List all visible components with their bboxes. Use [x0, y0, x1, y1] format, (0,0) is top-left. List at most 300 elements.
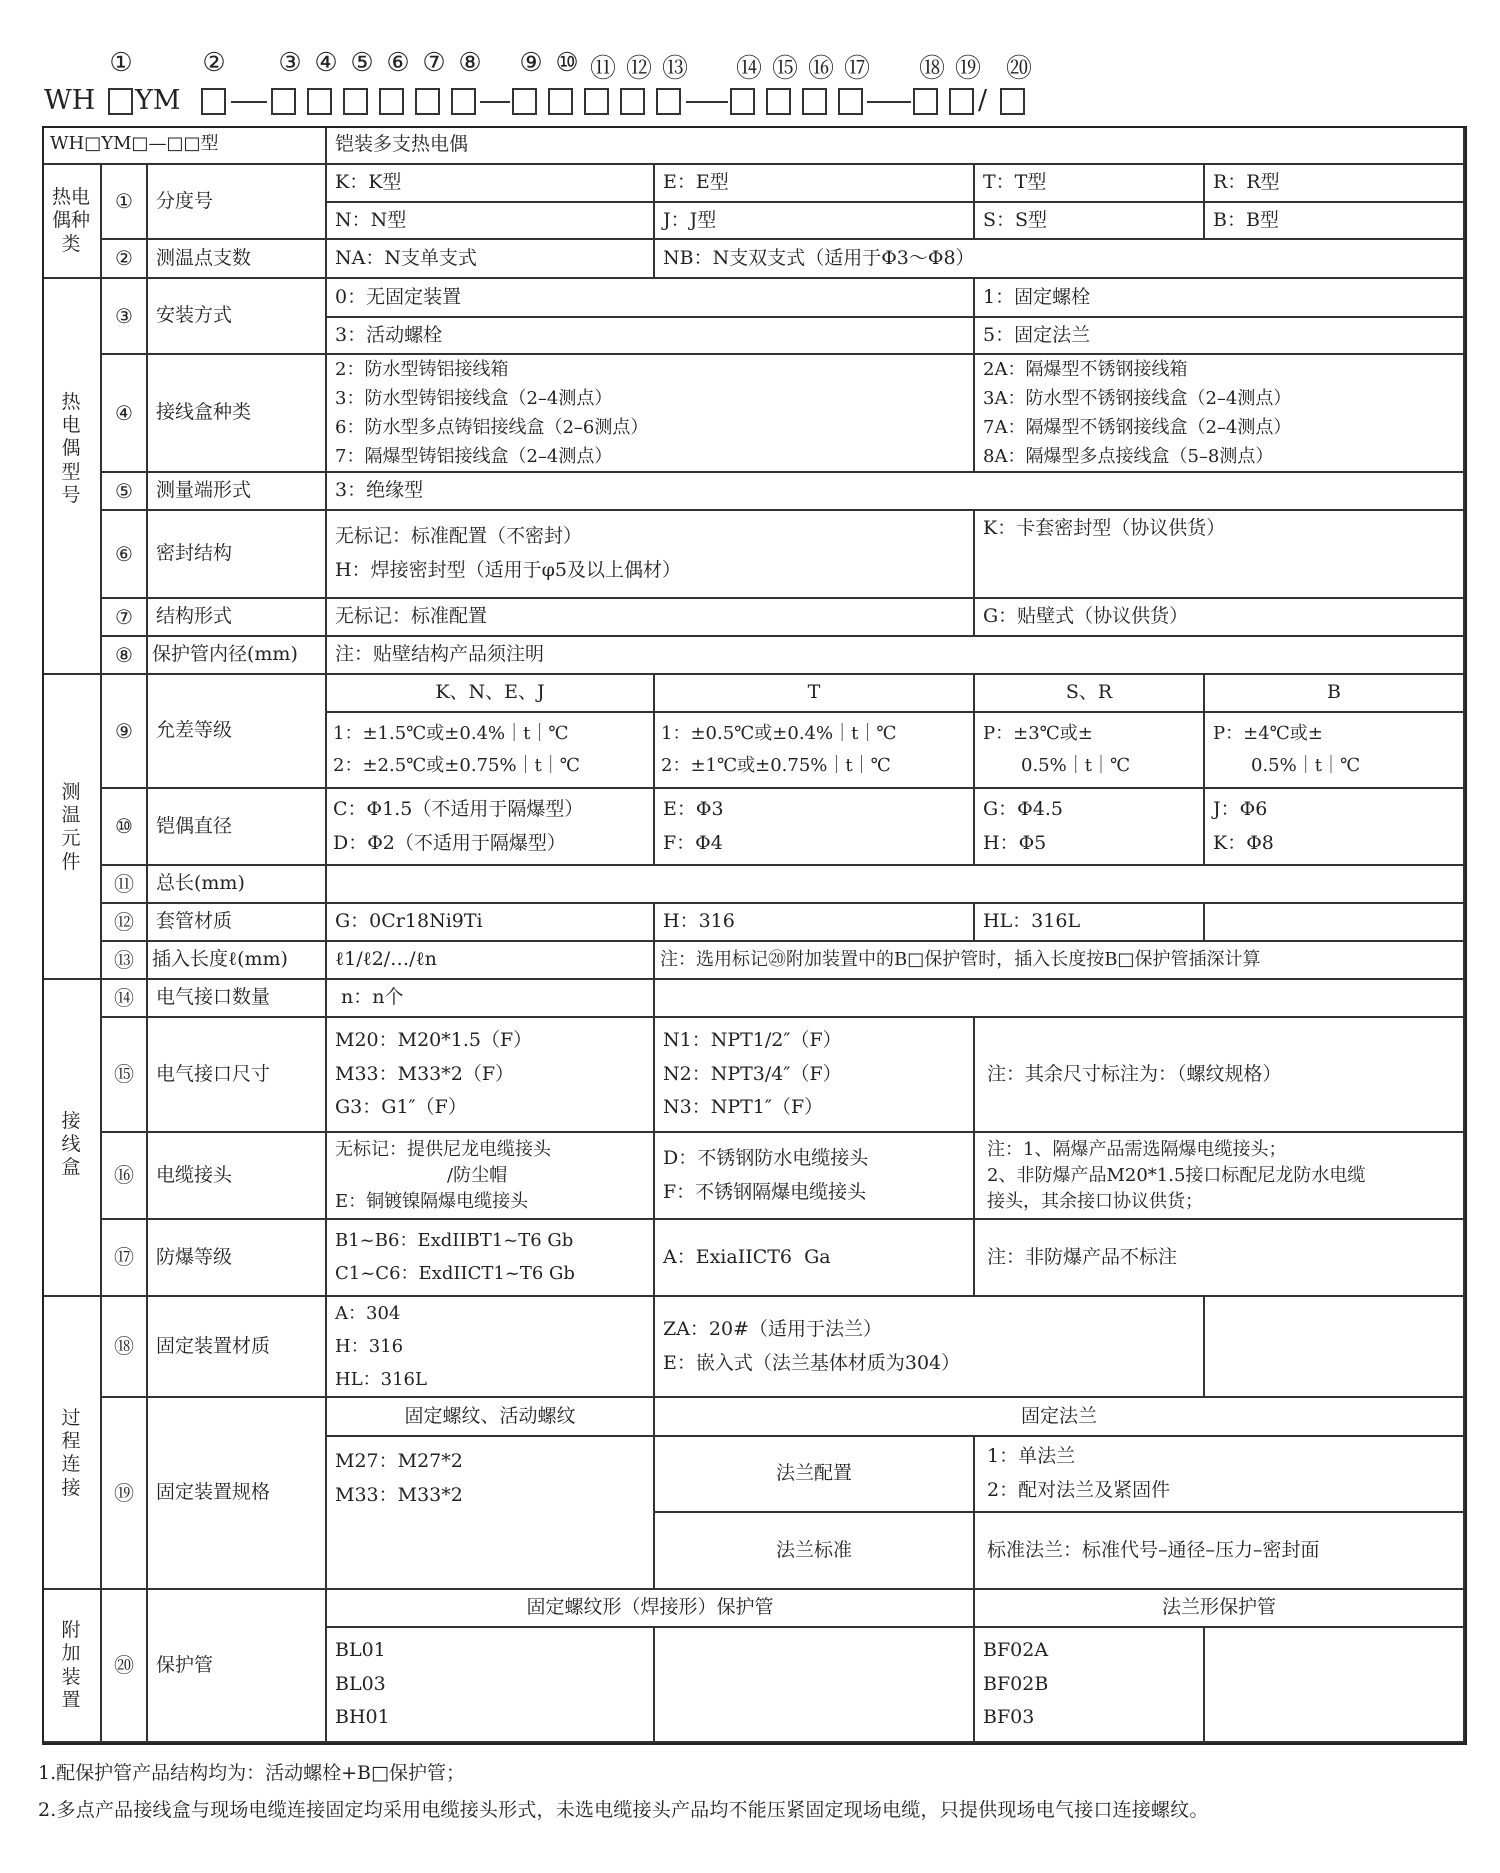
row-label: [148, 1220, 327, 1297]
row-label-text: 固定装置规格: [156, 1481, 271, 1504]
column-head: B: [1327, 681, 1341, 704]
row-num: [102, 1133, 148, 1220]
sheath-g: [327, 904, 655, 942]
model-cell: [42, 126, 327, 165]
graduation-n: [327, 203, 655, 240]
column-head: K、N、E、J: [435, 681, 545, 704]
formula-dash: [231, 101, 267, 103]
column-head: 固定法兰: [1020, 1404, 1097, 1427]
row-num: [102, 599, 148, 637]
tolerance-sr: [975, 713, 1205, 789]
pos-4: ④: [314, 48, 338, 78]
row-num: [102, 866, 148, 904]
circled-number: ⑳: [114, 1653, 134, 1677]
graduation-r: [1205, 165, 1465, 203]
install-5: [975, 318, 1465, 355]
port-size-npt: [655, 1018, 975, 1133]
option-text: N2：NPT3/4″（F）: [663, 1062, 842, 1085]
note-text: 接头，其余接口协议供货；: [987, 1190, 1203, 1212]
row-label: [148, 942, 327, 980]
circled-number: ⑰: [114, 1245, 134, 1269]
model-code: WH□YM□—□□型: [50, 133, 219, 155]
group-sensing-element: [42, 675, 102, 980]
note-text: 注：非防爆产品不标注: [987, 1245, 1178, 1268]
diameter-jk: [1205, 789, 1465, 866]
cable-gland-note: [975, 1133, 1465, 1220]
circled-number: ②: [115, 246, 133, 270]
row-num: [102, 904, 148, 942]
group-thermocouple-type: [42, 165, 102, 279]
install-1: [975, 279, 1465, 318]
option-text: H：316: [663, 910, 735, 933]
seal-right: [975, 511, 1465, 599]
note-text: 注：其余尺寸标注为：（螺纹规格）: [987, 1062, 1282, 1085]
row-label-text: 套管材质: [156, 910, 233, 933]
formula-box-8: [451, 88, 476, 115]
tube-inner-diameter-note: [327, 637, 1465, 675]
option-text: M20：M20*1.5（F）: [335, 1028, 533, 1051]
row-num: [102, 473, 148, 511]
formula-box-11: [584, 88, 609, 115]
row-label: [148, 511, 327, 599]
fixture-material-empty: [1205, 1297, 1465, 1398]
option-text: 无标记：标准配置（不密封）: [335, 525, 583, 548]
tolerance-head-sr: [975, 675, 1205, 713]
circled-number: ⑨: [115, 718, 133, 743]
column-head: 固定螺纹、活动螺纹: [404, 1404, 576, 1427]
pos-2: ②: [202, 48, 226, 78]
sub-label: 法兰配置: [775, 1462, 852, 1485]
graduation-j: [655, 203, 975, 240]
port-count: [327, 980, 655, 1018]
option-text: 2：防水型铸铝接线箱: [335, 359, 509, 380]
formula-prefix: WH: [44, 85, 96, 116]
formula-box-3: [271, 88, 296, 115]
row-label: [148, 599, 327, 637]
option-text: 1：±0.5℃或±0.4%｜t｜℃: [661, 722, 897, 744]
circled-number: ⑧: [115, 642, 133, 667]
port-size-note: [975, 1018, 1465, 1133]
formula-box-13: [656, 88, 681, 115]
row-num: [102, 279, 148, 355]
column-head: 固定螺纹形（焊接形）保护管: [526, 1596, 774, 1619]
option-text: HL：316L: [335, 1369, 427, 1390]
formula-middle: YM: [135, 85, 181, 116]
option-text: 6：防水型多点铸铝接线盒（2–6测点）: [335, 417, 649, 438]
option-text: 7：隔爆型铸铝接线盒（2–4测点）: [335, 446, 613, 467]
note-text: 注：1、隔爆产品需选隔爆电缆接头；: [987, 1138, 1287, 1160]
pos-8: ⑧: [458, 48, 482, 78]
tolerance-knej: [327, 713, 655, 789]
diameter-ef: [655, 789, 975, 866]
tolerance-head-knej: [327, 675, 655, 713]
row-label: [148, 165, 327, 240]
option-text: 0.5%｜t｜℃: [1251, 755, 1361, 776]
option-text: A：304: [335, 1303, 401, 1324]
group-thermocouple-model: [42, 279, 102, 675]
option-text: D：不锈钢防水电缆接头: [663, 1146, 869, 1169]
seal-left: [327, 511, 975, 599]
row-label-text: 插入长度ℓ(mm): [152, 948, 288, 971]
circled-number: ①: [115, 189, 133, 213]
row-num: [102, 240, 148, 279]
cable-gland-nylon: [327, 1133, 655, 1220]
total-length-value: [327, 866, 1465, 904]
row-num: [102, 1398, 148, 1590]
row-label: [148, 866, 327, 904]
note-text: 注：选用标记⑳附加装置中的B□保护管时，插入长度按B□保护管插深计算: [660, 948, 1261, 970]
option-text: G3：G1″（F）: [335, 1096, 467, 1119]
row-label-text: 密封结构: [156, 542, 233, 565]
row-label: [148, 1590, 327, 1743]
row-label-text: 结构形式: [156, 605, 233, 628]
row-num: [102, 1018, 148, 1133]
option-text: K：K型: [335, 171, 402, 194]
install-0: [327, 279, 975, 318]
row-num: [102, 675, 148, 789]
formula-box-2: [201, 88, 226, 115]
option-text: 3：绝缘型: [335, 479, 424, 502]
option-text: 2：±1℃或±0.75%｜t｜℃: [661, 755, 891, 776]
row-label-text: 保护管: [156, 1653, 214, 1676]
row-num: [102, 789, 148, 866]
diameter-cd: [327, 789, 655, 866]
option-text: T：T型: [983, 171, 1047, 194]
fixture-material-steel: [327, 1297, 655, 1398]
formula-dash: [867, 101, 911, 103]
option-text: 无标记：提供尼龙电缆接头: [335, 1138, 551, 1160]
column-head: 法兰形保护管: [1161, 1596, 1276, 1619]
box-type-right: [975, 355, 1465, 473]
option-text: P：±4℃或±: [1213, 722, 1323, 744]
note-text: 2、非防爆产品M20*1.5接口标配尼龙防水电缆: [987, 1164, 1366, 1186]
tolerance-t: [655, 713, 975, 789]
group-label: 测温元件: [61, 781, 81, 873]
circled-number: ⑤: [115, 478, 133, 503]
formula-slash: /: [978, 85, 988, 116]
circled-number: ⑭: [114, 985, 134, 1010]
option-text: 3A：防水型不锈钢接线盒（2–4测点）: [983, 388, 1292, 409]
row-label-text: 总长(mm): [156, 872, 245, 895]
option-text: 2：配对法兰及紧固件: [987, 1479, 1171, 1501]
option-text: NB：N支双支式（适用于Φ3～Φ8）: [663, 246, 975, 269]
group-junction-box: [42, 980, 102, 1297]
option-text: D：Φ2（不适用于隔爆型）: [333, 831, 566, 854]
option-text: 2：±2.5℃或±0.75%｜t｜℃: [333, 755, 580, 776]
option-text: M27：M27*2: [335, 1450, 463, 1472]
cable-gland-stainless: [655, 1133, 975, 1220]
option-text: N3：NPT1″（F）: [663, 1096, 824, 1119]
option-text: 5：固定法兰: [983, 323, 1091, 346]
note-text: 注：贴壁结构产品须注明: [335, 643, 545, 666]
option-text: A：ExiaIICT6 Ga: [663, 1245, 831, 1268]
structure-wall: [975, 599, 1465, 637]
option-text: 1：固定螺栓: [983, 285, 1091, 308]
protection-tube-flange-empty: [1205, 1628, 1465, 1743]
pos-18: ⑱: [918, 54, 945, 84]
formula-box-20: [1000, 88, 1025, 115]
row-label: [148, 355, 327, 473]
pos-14: ⑭: [735, 54, 762, 84]
row-label: [148, 675, 327, 789]
protection-tube-flange: [975, 1628, 1205, 1743]
formula-box-15: [766, 88, 791, 115]
formula-box-14: [730, 88, 755, 115]
row-label-text: 防爆等级: [156, 1245, 233, 1268]
row-label-text: 测量端形式: [156, 479, 252, 502]
option-text: B：B型: [1213, 208, 1279, 231]
option-text: BF03: [983, 1706, 1035, 1729]
option-text: J：Φ6: [1213, 797, 1268, 820]
formula-box-7: [415, 88, 440, 115]
option-text: BH01: [335, 1706, 390, 1729]
formula-box-1: [108, 88, 133, 115]
row-num: [102, 355, 148, 473]
option-text: NA：N支单支式: [335, 246, 477, 269]
option-text: N1：NPT1/2″（F）: [663, 1028, 842, 1051]
row-label: [148, 1398, 327, 1590]
graduation-t: [975, 165, 1205, 203]
option-text: R：R型: [1213, 171, 1280, 194]
row-label-text: 接线盒种类: [156, 401, 252, 424]
option-text: 1：±1.5℃或±0.4%｜t｜℃: [333, 722, 569, 744]
option-text: 8A：隔爆型多点接线盒（5–8测点）: [983, 446, 1274, 467]
circled-number: ⑩: [115, 814, 133, 838]
row-label: [148, 1133, 327, 1220]
option-text: S：S型: [983, 208, 1048, 231]
option-text: F：Φ4: [663, 831, 723, 854]
flange-std-label: [655, 1513, 975, 1590]
product-name-cell: [327, 126, 1465, 165]
option-text: 0：无固定装置: [335, 285, 462, 308]
formula-dash: [480, 101, 510, 103]
pos-5: ⑤: [350, 48, 374, 78]
pos-7: ⑦: [422, 48, 446, 78]
row-label: [148, 637, 327, 675]
option-text: 7A：隔爆型不锈钢接线盒（2–4测点）: [983, 417, 1292, 438]
circled-number: ⑲: [114, 1480, 134, 1505]
option-text: /防尘帽: [447, 1164, 508, 1186]
protection-tube-flange-head: [975, 1590, 1465, 1628]
option-text: E：Φ3: [663, 797, 724, 820]
insertion-length-note: [655, 942, 1465, 980]
tolerance-head-t: [655, 675, 975, 713]
row-num: [102, 1220, 148, 1297]
row-label-text: 安装方式: [156, 304, 233, 327]
option-text: 3：活动螺栓: [335, 323, 443, 346]
option-text: C：Φ1.5（不适用于隔爆型）: [333, 797, 584, 820]
option-text: BL03: [335, 1672, 386, 1695]
option-text: F：不锈钢隔爆电缆接头: [663, 1180, 867, 1203]
row-label: [148, 1297, 327, 1398]
option-text: 2A：隔爆型不锈钢接线箱: [983, 359, 1188, 380]
row-label-text: 分度号: [156, 189, 214, 212]
formula-box-16: [802, 88, 827, 115]
circled-number: ⑥: [115, 541, 133, 566]
pos-11: ⑪: [589, 54, 616, 84]
sheath-h: [655, 904, 975, 942]
footnote-1: 1.配保护管产品结构均为：活动螺栓+B□保护管；: [38, 1762, 465, 1784]
protection-tube-thread-head: [327, 1590, 975, 1628]
pos-16: ⑯: [807, 54, 834, 84]
protection-tube-thread-empty: [655, 1628, 975, 1743]
sheath-empty: [1205, 904, 1465, 942]
formula-box-5: [343, 88, 368, 115]
circled-number: ⑪: [114, 871, 134, 896]
formula-box-12: [620, 88, 645, 115]
circled-number: ⑱: [114, 1334, 134, 1358]
points-nb: [655, 240, 1465, 279]
option-text: 0.5%｜t｜℃: [1021, 755, 1131, 776]
row-label-text: 电气接口尺寸: [156, 1062, 271, 1085]
option-text: B1~B6：ExdIIBT1~T6 Gb: [335, 1230, 574, 1251]
row-num: [102, 511, 148, 599]
fixture-material-flange: [655, 1297, 1205, 1398]
column-head: T: [807, 681, 821, 704]
option-text: 3：防水型铸铝接线盒（2–4测点）: [335, 388, 613, 409]
port-size-metric: [327, 1018, 655, 1133]
pos-20: ⑳: [1005, 54, 1032, 84]
row-num: [102, 980, 148, 1018]
row-num: [102, 942, 148, 980]
circled-number: ⑯: [114, 1163, 134, 1187]
install-3: [327, 318, 975, 355]
option-text: G：Φ4.5: [983, 797, 1063, 820]
pos-12: ⑫: [625, 54, 652, 84]
pos-6: ⑥: [386, 48, 410, 78]
row-label-text: 允差等级: [156, 719, 233, 742]
pos-19: ⑲: [954, 54, 981, 84]
explosion-proof-note: [975, 1220, 1465, 1297]
points-na: [327, 240, 655, 279]
row-label: [148, 240, 327, 279]
row-label: [148, 789, 327, 866]
graduation-k: [327, 165, 655, 203]
option-text: ℓ1/ℓ2/…/ℓn: [335, 948, 437, 971]
row-label: [148, 904, 327, 942]
product-name: 铠装多支热电偶: [335, 132, 469, 155]
row-label-text: 测温点支数: [156, 246, 252, 269]
option-text: K：卡套密封型（协议供货）: [983, 517, 1226, 539]
tolerance-b: [1205, 713, 1465, 789]
graduation-s: [975, 203, 1205, 240]
circled-number: ④: [115, 400, 133, 425]
group-label: 过程连接: [61, 1407, 81, 1499]
flange-config-label: [655, 1437, 975, 1513]
diameter-gh: [975, 789, 1205, 866]
option-text: BF02B: [983, 1672, 1049, 1695]
row-num: [102, 165, 148, 240]
insertion-length-value: [327, 942, 655, 980]
pos-15: ⑮: [771, 54, 798, 84]
explosion-proof-ia: [655, 1220, 975, 1297]
flange-std: [975, 1513, 1465, 1590]
structure-standard: [327, 599, 975, 637]
option-text: HL：316L: [983, 910, 1081, 933]
group-label: 附加装置: [61, 1619, 81, 1711]
option-text: K：Φ8: [1213, 831, 1274, 854]
circled-number: ③: [115, 303, 133, 328]
formula-box-17: [838, 88, 863, 115]
group-label: 热电偶型号: [61, 391, 81, 506]
row-num: [102, 637, 148, 675]
circled-number: ⑫: [114, 909, 134, 934]
option-text: C1~C6：ExdIICT1~T6 Gb: [335, 1262, 575, 1284]
option-text: E：E型: [663, 171, 729, 194]
option-text: BL01: [335, 1638, 386, 1661]
option-text: J：J型: [663, 208, 717, 231]
fixture-spec-thread-head: [327, 1398, 655, 1437]
graduation-e: [655, 165, 975, 203]
pos-17: ⑰: [843, 54, 870, 84]
row-label-text: 铠偶直径: [156, 814, 233, 837]
option-text: P：±3℃或±: [983, 722, 1093, 744]
formula-box-4: [307, 88, 332, 115]
option-text: G：0Cr18Ni9Ti: [335, 910, 483, 933]
formula-box-10: [548, 88, 573, 115]
option-text: N：N型: [335, 208, 407, 231]
fixture-spec-flange-head: [655, 1398, 1465, 1437]
junction-type: [327, 473, 1465, 511]
row-label: [148, 980, 327, 1018]
circled-number: ⑦: [115, 604, 133, 629]
group-process-connection: [42, 1297, 102, 1590]
row-label: [148, 279, 327, 355]
pos-9: ⑨: [519, 48, 543, 78]
pos-10: ⑩: [555, 48, 579, 78]
explosion-proof-d: [327, 1220, 655, 1297]
option-text: BF02A: [983, 1638, 1049, 1661]
row-label-text: 保护管内径(mm): [152, 643, 298, 666]
formula-box-18: [913, 88, 938, 115]
sheath-hl: [975, 904, 1205, 942]
protection-tube-thread: [327, 1628, 655, 1743]
fixture-spec-thread: [327, 1437, 655, 1590]
option-text: M33：M33*2: [335, 1483, 463, 1506]
tolerance-head-b: [1205, 675, 1465, 713]
box-type-left: [327, 355, 975, 473]
option-text: 1：单法兰: [987, 1445, 1076, 1468]
group-accessory: [42, 1590, 102, 1743]
option-text: M33：M33*2（F）: [335, 1062, 515, 1085]
formula-box-19: [949, 88, 974, 115]
pos-13: ⑬: [661, 54, 688, 84]
option-text: n：n个: [341, 986, 404, 1009]
group-label: 热电偶种类: [51, 186, 90, 255]
row-label-text: 电缆接头: [156, 1163, 233, 1186]
group-label: 接线盒: [61, 1110, 81, 1179]
pos-1: ①: [109, 48, 133, 78]
row-label: [148, 473, 327, 511]
pos-3: ③: [278, 48, 302, 78]
port-count-empty: [655, 980, 1465, 1018]
row-label-text: 电气接口数量: [156, 986, 271, 1009]
option-text: ZA：20#（适用于法兰）: [663, 1317, 883, 1340]
row-num: [102, 1590, 148, 1743]
option-text: E：嵌入式（法兰基体材质为304）: [663, 1351, 961, 1374]
formula-dash: [686, 101, 728, 103]
option-text: 标准法兰：标准代号–通径–压力–密封面: [987, 1538, 1320, 1561]
formula-box-6: [379, 88, 404, 115]
option-text: H：Φ5: [983, 831, 1047, 854]
row-label-text: 固定装置材质: [156, 1334, 271, 1357]
option-text: G：贴壁式（协议供货）: [983, 605, 1189, 628]
circled-number: ⑮: [114, 1062, 134, 1086]
option-text: H：316: [335, 1336, 404, 1357]
circled-number: ⑬: [114, 947, 134, 972]
column-head: S、R: [1065, 681, 1113, 704]
row-num: [102, 1297, 148, 1398]
